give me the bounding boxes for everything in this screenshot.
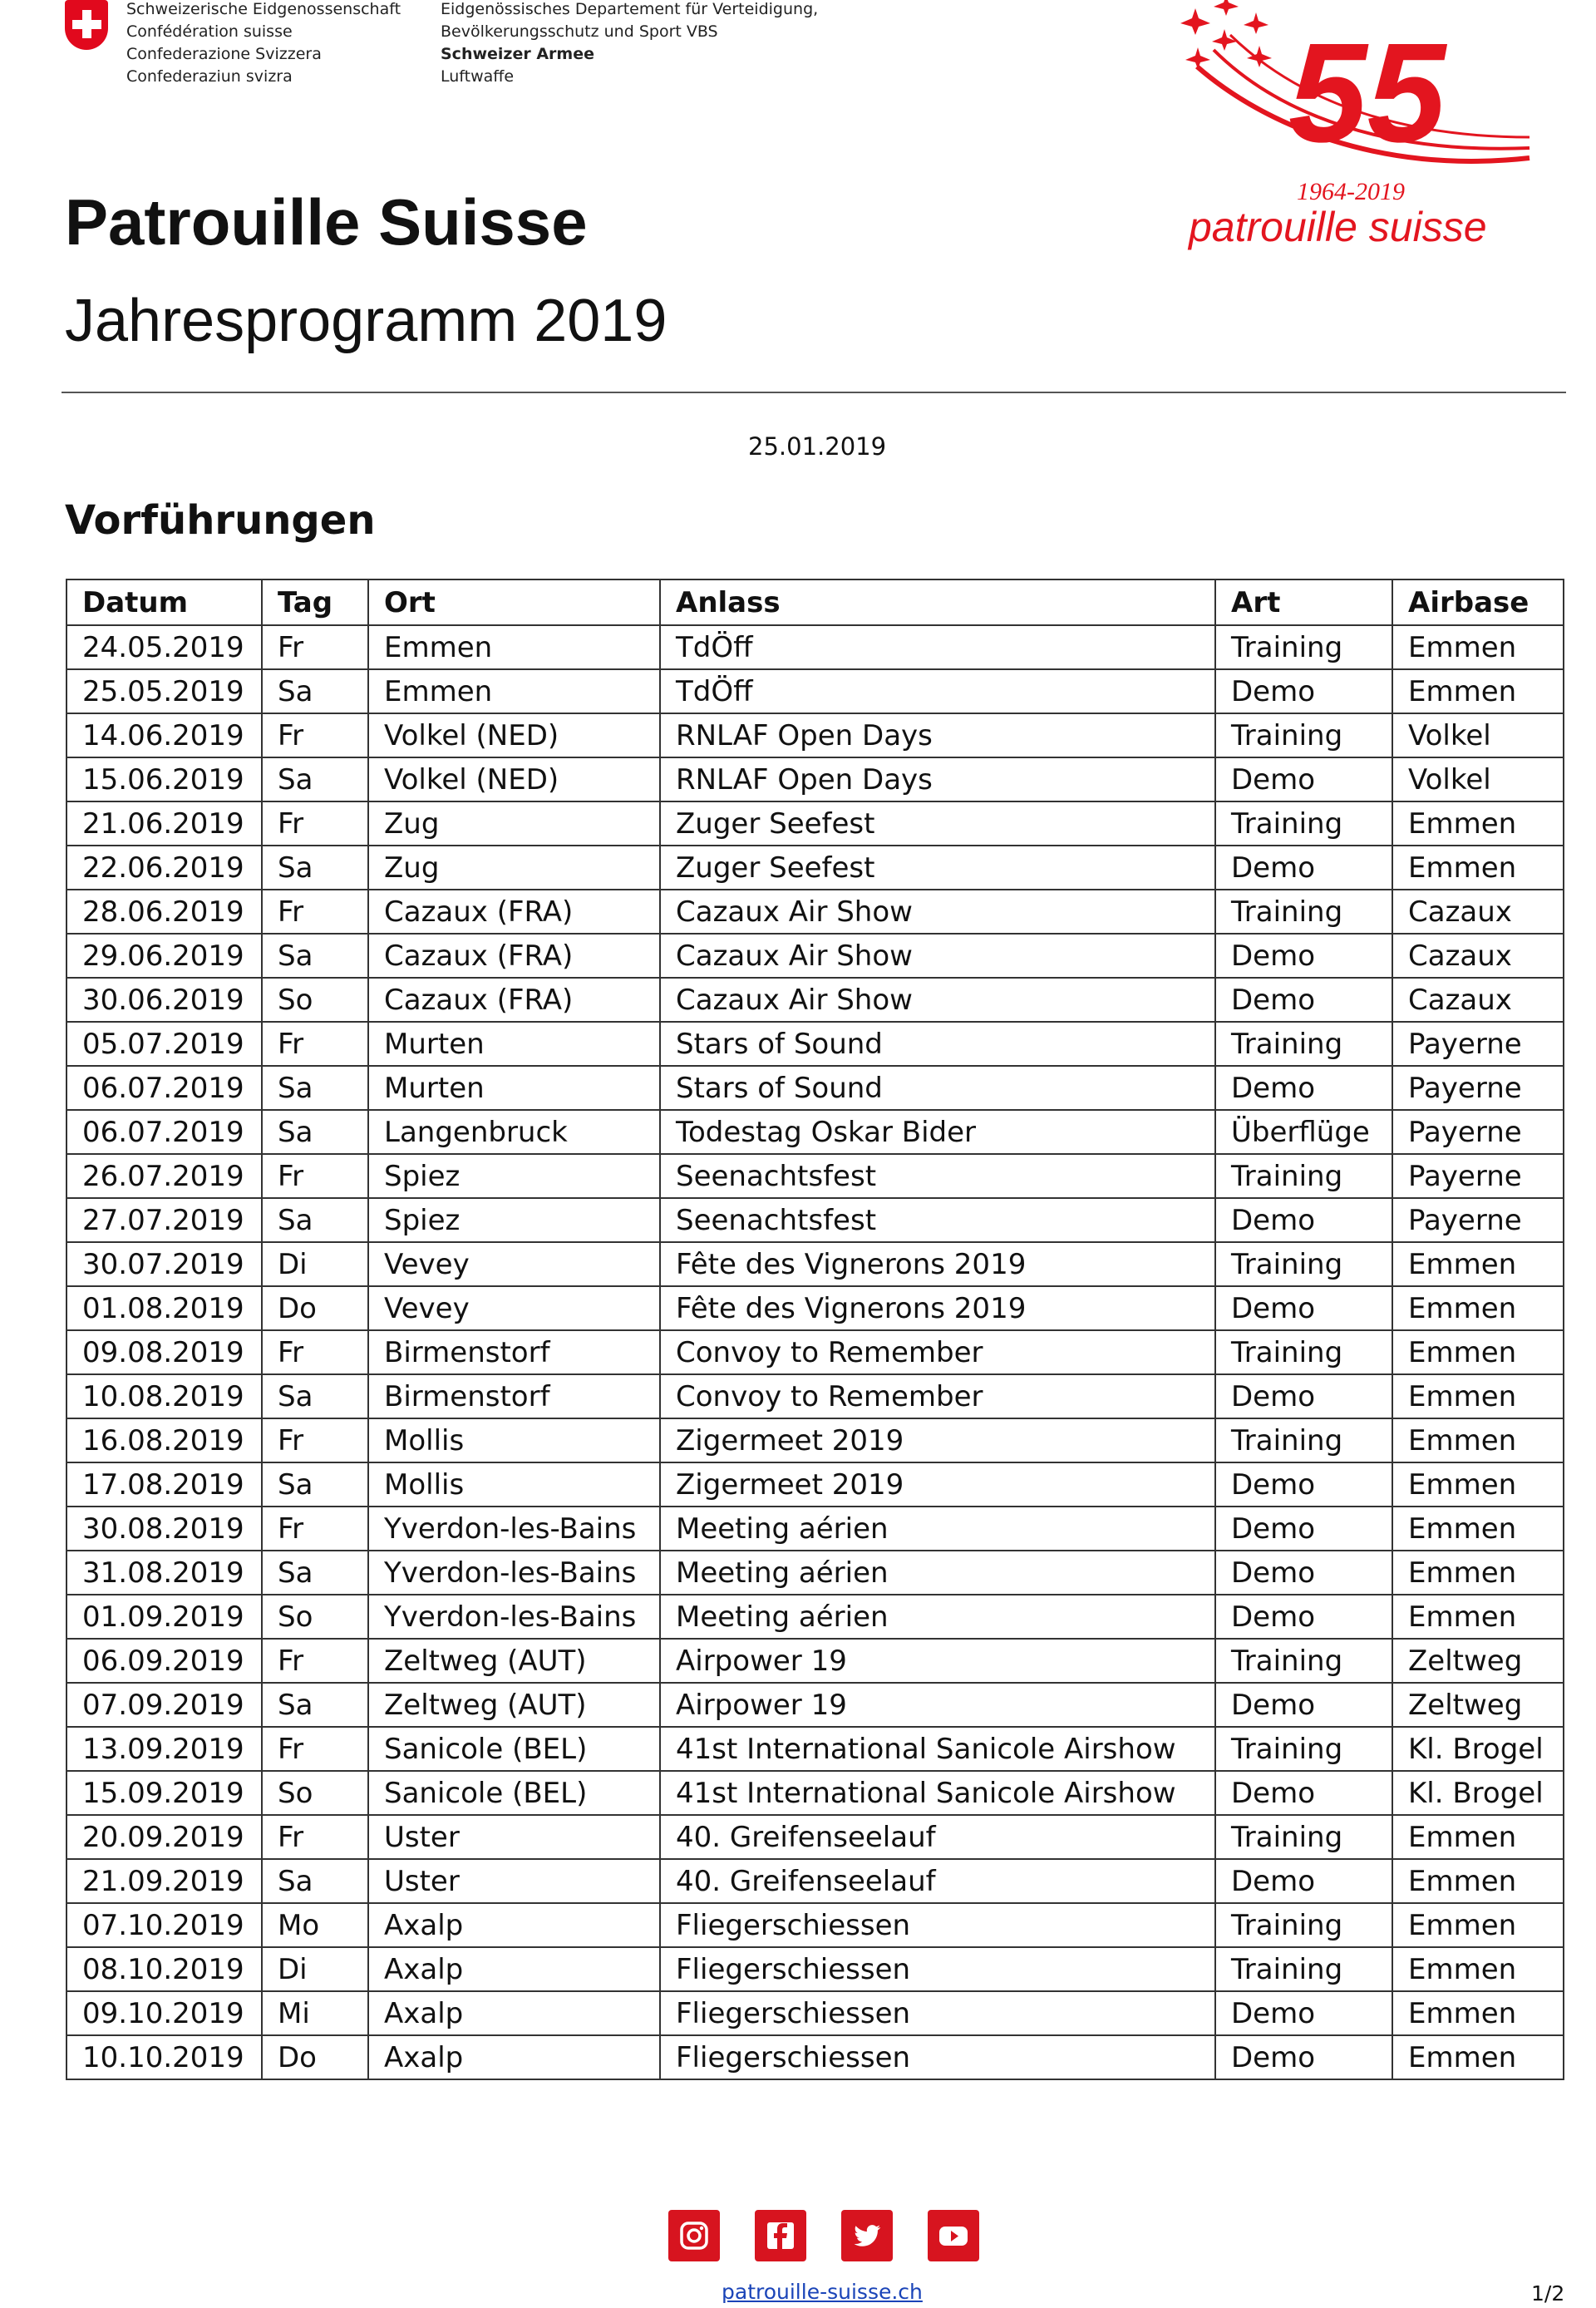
cell-anlass: Airpower 19: [660, 1683, 1215, 1727]
social-links: [668, 2210, 979, 2261]
page-title: Patrouille Suisse: [65, 185, 588, 259]
table-row: [66, 2035, 1564, 2079]
cell-ort: Uster: [368, 1815, 660, 1859]
table-row: [66, 1154, 1564, 1198]
cell-anlass: Cazaux Air Show: [660, 890, 1215, 934]
department-names: [441, 0, 818, 88]
table-row: [66, 625, 1564, 669]
facebook-icon[interactable]: [755, 2210, 806, 2261]
cell-anlass: Fliegerschiessen: [660, 1903, 1215, 1947]
cell-tag: Di: [262, 1947, 368, 1991]
cell-datum: 27.07.2019: [66, 1198, 262, 1242]
cell-anlass: Meeting aérien: [660, 1551, 1215, 1595]
cell-ort: Cazaux (FRA): [368, 934, 660, 978]
cell-airbase: Emmen: [1392, 1947, 1564, 1991]
website-link[interactable]: patrouille-suisse.ch: [722, 2280, 923, 2304]
federal-header: [65, 0, 896, 91]
cell-airbase: Emmen: [1392, 2035, 1564, 2079]
cell-tag: So: [262, 1771, 368, 1815]
cell-tag: Sa: [262, 1859, 368, 1903]
cell-tag: Fr: [262, 1418, 368, 1462]
cell-art: Demo: [1215, 1771, 1392, 1815]
table-row: [66, 1815, 1564, 1859]
cell-anlass: Fliegerschiessen: [660, 2035, 1215, 2079]
cell-datum: 08.10.2019: [66, 1947, 262, 1991]
cell-ort: Mollis: [368, 1462, 660, 1507]
cell-art: Demo: [1215, 934, 1392, 978]
cell-airbase: Emmen: [1392, 1991, 1564, 2035]
cell-tag: Fr: [262, 625, 368, 669]
department-line: Bevölkerungsschutz und Sport VBS: [441, 22, 718, 41]
cell-ort: Zug: [368, 846, 660, 890]
cell-datum: 01.08.2019: [66, 1286, 262, 1330]
cell-ort: Birmenstorf: [368, 1330, 660, 1374]
cell-datum: 14.06.2019: [66, 713, 262, 757]
cell-airbase: Emmen: [1392, 801, 1564, 846]
confederation-line: Confédération suisse: [126, 22, 293, 41]
table-row: [66, 1727, 1564, 1771]
cell-ort: Birmenstorf: [368, 1374, 660, 1418]
cell-anlass: Zuger Seefest: [660, 801, 1215, 846]
cell-tag: Sa: [262, 1551, 368, 1595]
cell-anlass: Seenachtsfest: [660, 1198, 1215, 1242]
department-line: Eidgenössisches Departement für Verteidigung,: [441, 0, 819, 18]
cell-tag: Sa: [262, 1198, 368, 1242]
confederation-line: Schweizerische Eidgenossenschaft: [126, 0, 401, 18]
table-row: [66, 757, 1564, 801]
cell-art: Demo: [1215, 1374, 1392, 1418]
table-row: [66, 1771, 1564, 1815]
table-row: [66, 1903, 1564, 1947]
logo-wordmark: patrouille suisse: [1189, 204, 1487, 250]
cell-tag: Sa: [262, 1110, 368, 1154]
cell-art: Demo: [1215, 1507, 1392, 1551]
logo-number: 55: [1288, 14, 1446, 172]
cell-anlass: 40. Greifenseelauf: [660, 1815, 1215, 1859]
cell-airbase: Kl. Brogel: [1392, 1771, 1564, 1815]
cell-art: Training: [1215, 625, 1392, 669]
cell-datum: 06.09.2019: [66, 1639, 262, 1683]
cell-tag: Fr: [262, 1727, 368, 1771]
cell-tag: Sa: [262, 1683, 368, 1727]
cell-art: Training: [1215, 1947, 1392, 1991]
cell-ort: Axalp: [368, 1903, 660, 1947]
cell-datum: 30.06.2019: [66, 978, 262, 1022]
swiss-flag-icon: [65, 0, 108, 50]
cell-ort: Volkel (NED): [368, 757, 660, 801]
cell-art: Training: [1215, 1727, 1392, 1771]
cell-ort: Langenbruck: [368, 1110, 660, 1154]
cell-anlass: Fête des Vignerons 2019: [660, 1286, 1215, 1330]
cell-art: Demo: [1215, 1859, 1392, 1903]
cell-ort: Sanicole (BEL): [368, 1727, 660, 1771]
cell-ort: Sanicole (BEL): [368, 1771, 660, 1815]
cell-airbase: Payerne: [1392, 1066, 1564, 1110]
cell-ort: Volkel (NED): [368, 713, 660, 757]
cell-art: Training: [1215, 1242, 1392, 1286]
cell-art: Demo: [1215, 669, 1392, 713]
cell-tag: Sa: [262, 846, 368, 890]
cell-tag: So: [262, 978, 368, 1022]
cell-airbase: Emmen: [1392, 1374, 1564, 1418]
cell-airbase: Cazaux: [1392, 978, 1564, 1022]
cell-art: Demo: [1215, 1462, 1392, 1507]
cell-tag: Sa: [262, 757, 368, 801]
column-header-art: Art: [1215, 579, 1392, 625]
table-row: [66, 1286, 1564, 1330]
cell-airbase: Emmen: [1392, 1859, 1564, 1903]
cell-tag: Sa: [262, 1374, 368, 1418]
header-divider: [62, 392, 1566, 393]
cell-datum: 05.07.2019: [66, 1022, 262, 1066]
cell-ort: Uster: [368, 1859, 660, 1903]
cell-ort: Axalp: [368, 1947, 660, 1991]
column-header-tag: Tag: [262, 579, 368, 625]
column-header-ort: Ort: [368, 579, 660, 625]
table-row: [66, 801, 1564, 846]
schedule-table: [66, 579, 1564, 2080]
cell-datum: 21.06.2019: [66, 801, 262, 846]
confederation-line: Confederaziun svizra: [126, 67, 293, 86]
cell-ort: Axalp: [368, 1991, 660, 2035]
page-subtitle: Jahresprogramm 2019: [65, 288, 667, 354]
cell-tag: Sa: [262, 1066, 368, 1110]
cell-airbase: Payerne: [1392, 1022, 1564, 1066]
cell-datum: 17.08.2019: [66, 1462, 262, 1507]
cell-art: Training: [1215, 1639, 1392, 1683]
cell-ort: Zeltweg (AUT): [368, 1683, 660, 1727]
cell-airbase: Emmen: [1392, 1330, 1564, 1374]
cell-datum: 30.07.2019: [66, 1242, 262, 1286]
cell-airbase: Emmen: [1392, 1418, 1564, 1462]
table-row: [66, 1551, 1564, 1595]
column-header-airbase: Airbase: [1392, 579, 1564, 625]
cell-art: Demo: [1215, 1991, 1392, 2035]
table-header-row: [66, 579, 1564, 625]
cell-tag: Di: [262, 1242, 368, 1286]
cell-tag: So: [262, 1595, 368, 1639]
cell-airbase: Emmen: [1392, 1242, 1564, 1286]
table-row: [66, 1507, 1564, 1551]
cell-datum: 24.05.2019: [66, 625, 262, 669]
cell-airbase: Emmen: [1392, 1595, 1564, 1639]
twitter-icon[interactable]: [841, 2210, 893, 2261]
cell-airbase: Payerne: [1392, 1198, 1564, 1242]
cell-ort: Axalp: [368, 2035, 660, 2079]
cell-anlass: Cazaux Air Show: [660, 934, 1215, 978]
cell-tag: Mi: [262, 1991, 368, 2035]
cell-art: Training: [1215, 1418, 1392, 1462]
cell-art: Training: [1215, 1154, 1392, 1198]
cell-ort: Emmen: [368, 669, 660, 713]
cell-ort: Spiez: [368, 1154, 660, 1198]
cell-ort: Spiez: [368, 1198, 660, 1242]
cell-airbase: Emmen: [1392, 1815, 1564, 1859]
cell-datum: 13.09.2019: [66, 1727, 262, 1771]
cell-ort: Mollis: [368, 1418, 660, 1462]
cell-datum: 06.07.2019: [66, 1066, 262, 1110]
cell-datum: 10.10.2019: [66, 2035, 262, 2079]
cell-anlass: Fliegerschiessen: [660, 1947, 1215, 1991]
table-row: [66, 1859, 1564, 1903]
table-row: [66, 978, 1564, 1022]
cell-art: Demo: [1215, 978, 1392, 1022]
cell-art: Demo: [1215, 1595, 1392, 1639]
cell-anlass: Meeting aérien: [660, 1507, 1215, 1551]
table-row: [66, 1683, 1564, 1727]
table-row: [66, 1639, 1564, 1683]
cell-tag: Sa: [262, 669, 368, 713]
cell-art: Demo: [1215, 2035, 1392, 2079]
column-header-anlass: Anlass: [660, 579, 1215, 625]
table-row: [66, 713, 1564, 757]
cell-airbase: Volkel: [1392, 713, 1564, 757]
cell-anlass: Meeting aérien: [660, 1595, 1215, 1639]
cell-anlass: Todestag Oskar Bider: [660, 1110, 1215, 1154]
cell-datum: 09.08.2019: [66, 1330, 262, 1374]
cell-datum: 07.10.2019: [66, 1903, 262, 1947]
department-line: Schweizer Armee: [441, 45, 594, 63]
cell-anlass: Airpower 19: [660, 1639, 1215, 1683]
table-row: [66, 890, 1564, 934]
cell-ort: Yverdon-les-Bains: [368, 1507, 660, 1551]
cell-anlass: RNLAF Open Days: [660, 713, 1215, 757]
cell-datum: 16.08.2019: [66, 1418, 262, 1462]
cell-tag: Fr: [262, 801, 368, 846]
cell-ort: Zeltweg (AUT): [368, 1639, 660, 1683]
logo-graphic: [1164, 0, 1563, 258]
cell-art: Demo: [1215, 1198, 1392, 1242]
table-row: [66, 1462, 1564, 1507]
table-row: [66, 846, 1564, 890]
cell-anlass: Fliegerschiessen: [660, 1991, 1215, 2035]
cell-art: Demo: [1215, 1286, 1392, 1330]
cell-datum: 30.08.2019: [66, 1507, 262, 1551]
cell-art: Training: [1215, 1330, 1392, 1374]
cell-art: Demo: [1215, 1551, 1392, 1595]
cell-anlass: Zigermeet 2019: [660, 1462, 1215, 1507]
cell-datum: 15.09.2019: [66, 1771, 262, 1815]
page-number: 1/2: [1531, 2281, 1565, 2306]
cell-datum: 06.07.2019: [66, 1110, 262, 1154]
section-title: Vorführungen: [65, 497, 376, 544]
confederation-names: [126, 0, 401, 88]
cell-anlass: Seenachtsfest: [660, 1154, 1215, 1198]
cell-art: Demo: [1215, 1066, 1392, 1110]
cell-airbase: Emmen: [1392, 846, 1564, 890]
cell-ort: Zug: [368, 801, 660, 846]
table-row: [66, 1330, 1564, 1374]
table-row: [66, 1022, 1564, 1066]
cell-tag: Fr: [262, 890, 368, 934]
cell-datum: 29.06.2019: [66, 934, 262, 978]
cell-datum: 07.09.2019: [66, 1683, 262, 1727]
cell-anlass: 41st International Sanicole Airshow: [660, 1727, 1215, 1771]
cell-art: Demo: [1215, 846, 1392, 890]
cell-airbase: Payerne: [1392, 1110, 1564, 1154]
cell-ort: Vevey: [368, 1242, 660, 1286]
cell-anlass: Stars of Sound: [660, 1022, 1215, 1066]
cell-tag: Fr: [262, 713, 368, 757]
table-row: [66, 1947, 1564, 1991]
cell-anlass: Cazaux Air Show: [660, 978, 1215, 1022]
cell-art: Training: [1215, 890, 1392, 934]
cell-airbase: Zeltweg: [1392, 1683, 1564, 1727]
cell-datum: 31.08.2019: [66, 1551, 262, 1595]
cell-art: Demo: [1215, 757, 1392, 801]
cell-tag: Mo: [262, 1903, 368, 1947]
cell-anlass: RNLAF Open Days: [660, 757, 1215, 801]
cell-airbase: Emmen: [1392, 1551, 1564, 1595]
cell-datum: 28.06.2019: [66, 890, 262, 934]
table-row: [66, 1066, 1564, 1110]
cell-datum: 26.07.2019: [66, 1154, 262, 1198]
cell-art: Training: [1215, 1022, 1392, 1066]
instagram-icon[interactable]: [668, 2210, 720, 2261]
cell-ort: Cazaux (FRA): [368, 978, 660, 1022]
table-row: [66, 1242, 1564, 1286]
youtube-icon[interactable]: [928, 2210, 979, 2261]
cell-tag: Sa: [262, 934, 368, 978]
jet-formation-icon: [1180, 0, 1272, 69]
patrouille-suisse-55-logo: [1164, 0, 1563, 258]
cell-tag: Fr: [262, 1154, 368, 1198]
cell-tag: Do: [262, 1286, 368, 1330]
logo-years: 1964-2019: [1297, 178, 1405, 205]
cell-datum: 22.06.2019: [66, 846, 262, 890]
cell-datum: 10.08.2019: [66, 1374, 262, 1418]
cell-anlass: Stars of Sound: [660, 1066, 1215, 1110]
cell-ort: Murten: [368, 1066, 660, 1110]
cell-airbase: Volkel: [1392, 757, 1564, 801]
cell-art: Training: [1215, 801, 1392, 846]
cell-ort: Murten: [368, 1022, 660, 1066]
cell-anlass: Zuger Seefest: [660, 846, 1215, 890]
cell-airbase: Cazaux: [1392, 934, 1564, 978]
table-row: [66, 1374, 1564, 1418]
cell-ort: Emmen: [368, 625, 660, 669]
cell-airbase: Emmen: [1392, 1286, 1564, 1330]
cell-anlass: Convoy to Remember: [660, 1330, 1215, 1374]
cell-anlass: Zigermeet 2019: [660, 1418, 1215, 1462]
cell-anlass: Convoy to Remember: [660, 1374, 1215, 1418]
cell-ort: Yverdon-les-Bains: [368, 1551, 660, 1595]
cell-airbase: Payerne: [1392, 1154, 1564, 1198]
cell-anlass: TdÖff: [660, 669, 1215, 713]
table-row: [66, 1110, 1564, 1154]
cell-art: Überflüge: [1215, 1110, 1392, 1154]
cell-art: Training: [1215, 713, 1392, 757]
cell-datum: 25.05.2019: [66, 669, 262, 713]
table-row: [66, 1595, 1564, 1639]
cell-anlass: TdÖff: [660, 625, 1215, 669]
cell-anlass: 40. Greifenseelauf: [660, 1859, 1215, 1903]
cell-anlass: Fête des Vignerons 2019: [660, 1242, 1215, 1286]
cell-airbase: Emmen: [1392, 1462, 1564, 1507]
cell-airbase: Kl. Brogel: [1392, 1727, 1564, 1771]
cell-datum: 21.09.2019: [66, 1859, 262, 1903]
cell-ort: Vevey: [368, 1286, 660, 1330]
cell-airbase: Emmen: [1392, 1903, 1564, 1947]
cell-datum: 01.09.2019: [66, 1595, 262, 1639]
cell-airbase: Emmen: [1392, 625, 1564, 669]
cell-datum: 09.10.2019: [66, 1991, 262, 2035]
cell-tag: Fr: [262, 1022, 368, 1066]
table-row: [66, 1198, 1564, 1242]
cell-airbase: Emmen: [1392, 1507, 1564, 1551]
cell-art: Training: [1215, 1903, 1392, 1947]
cell-art: Demo: [1215, 1683, 1392, 1727]
document-date: 25.01.2019: [748, 432, 887, 461]
cell-art: Training: [1215, 1815, 1392, 1859]
table-row: [66, 1418, 1564, 1462]
cell-datum: 20.09.2019: [66, 1815, 262, 1859]
cell-tag: Fr: [262, 1330, 368, 1374]
schedule-body: [66, 625, 1564, 2079]
cell-tag: Fr: [262, 1507, 368, 1551]
column-header-datum: Datum: [66, 579, 262, 625]
cell-anlass: 41st International Sanicole Airshow: [660, 1771, 1215, 1815]
cell-tag: Do: [262, 2035, 368, 2079]
cell-airbase: Zeltweg: [1392, 1639, 1564, 1683]
table-row: [66, 669, 1564, 713]
table-row: [66, 934, 1564, 978]
cell-ort: Cazaux (FRA): [368, 890, 660, 934]
table-row: [66, 1991, 1564, 2035]
cell-airbase: Emmen: [1392, 669, 1564, 713]
confederation-line: Confederazione Svizzera: [126, 45, 322, 63]
cell-tag: Fr: [262, 1815, 368, 1859]
department-line: Luftwaffe: [441, 67, 515, 86]
cell-datum: 15.06.2019: [66, 757, 262, 801]
cell-airbase: Cazaux: [1392, 890, 1564, 934]
cell-tag: Fr: [262, 1639, 368, 1683]
cell-tag: Sa: [262, 1462, 368, 1507]
cell-ort: Yverdon-les-Bains: [368, 1595, 660, 1639]
